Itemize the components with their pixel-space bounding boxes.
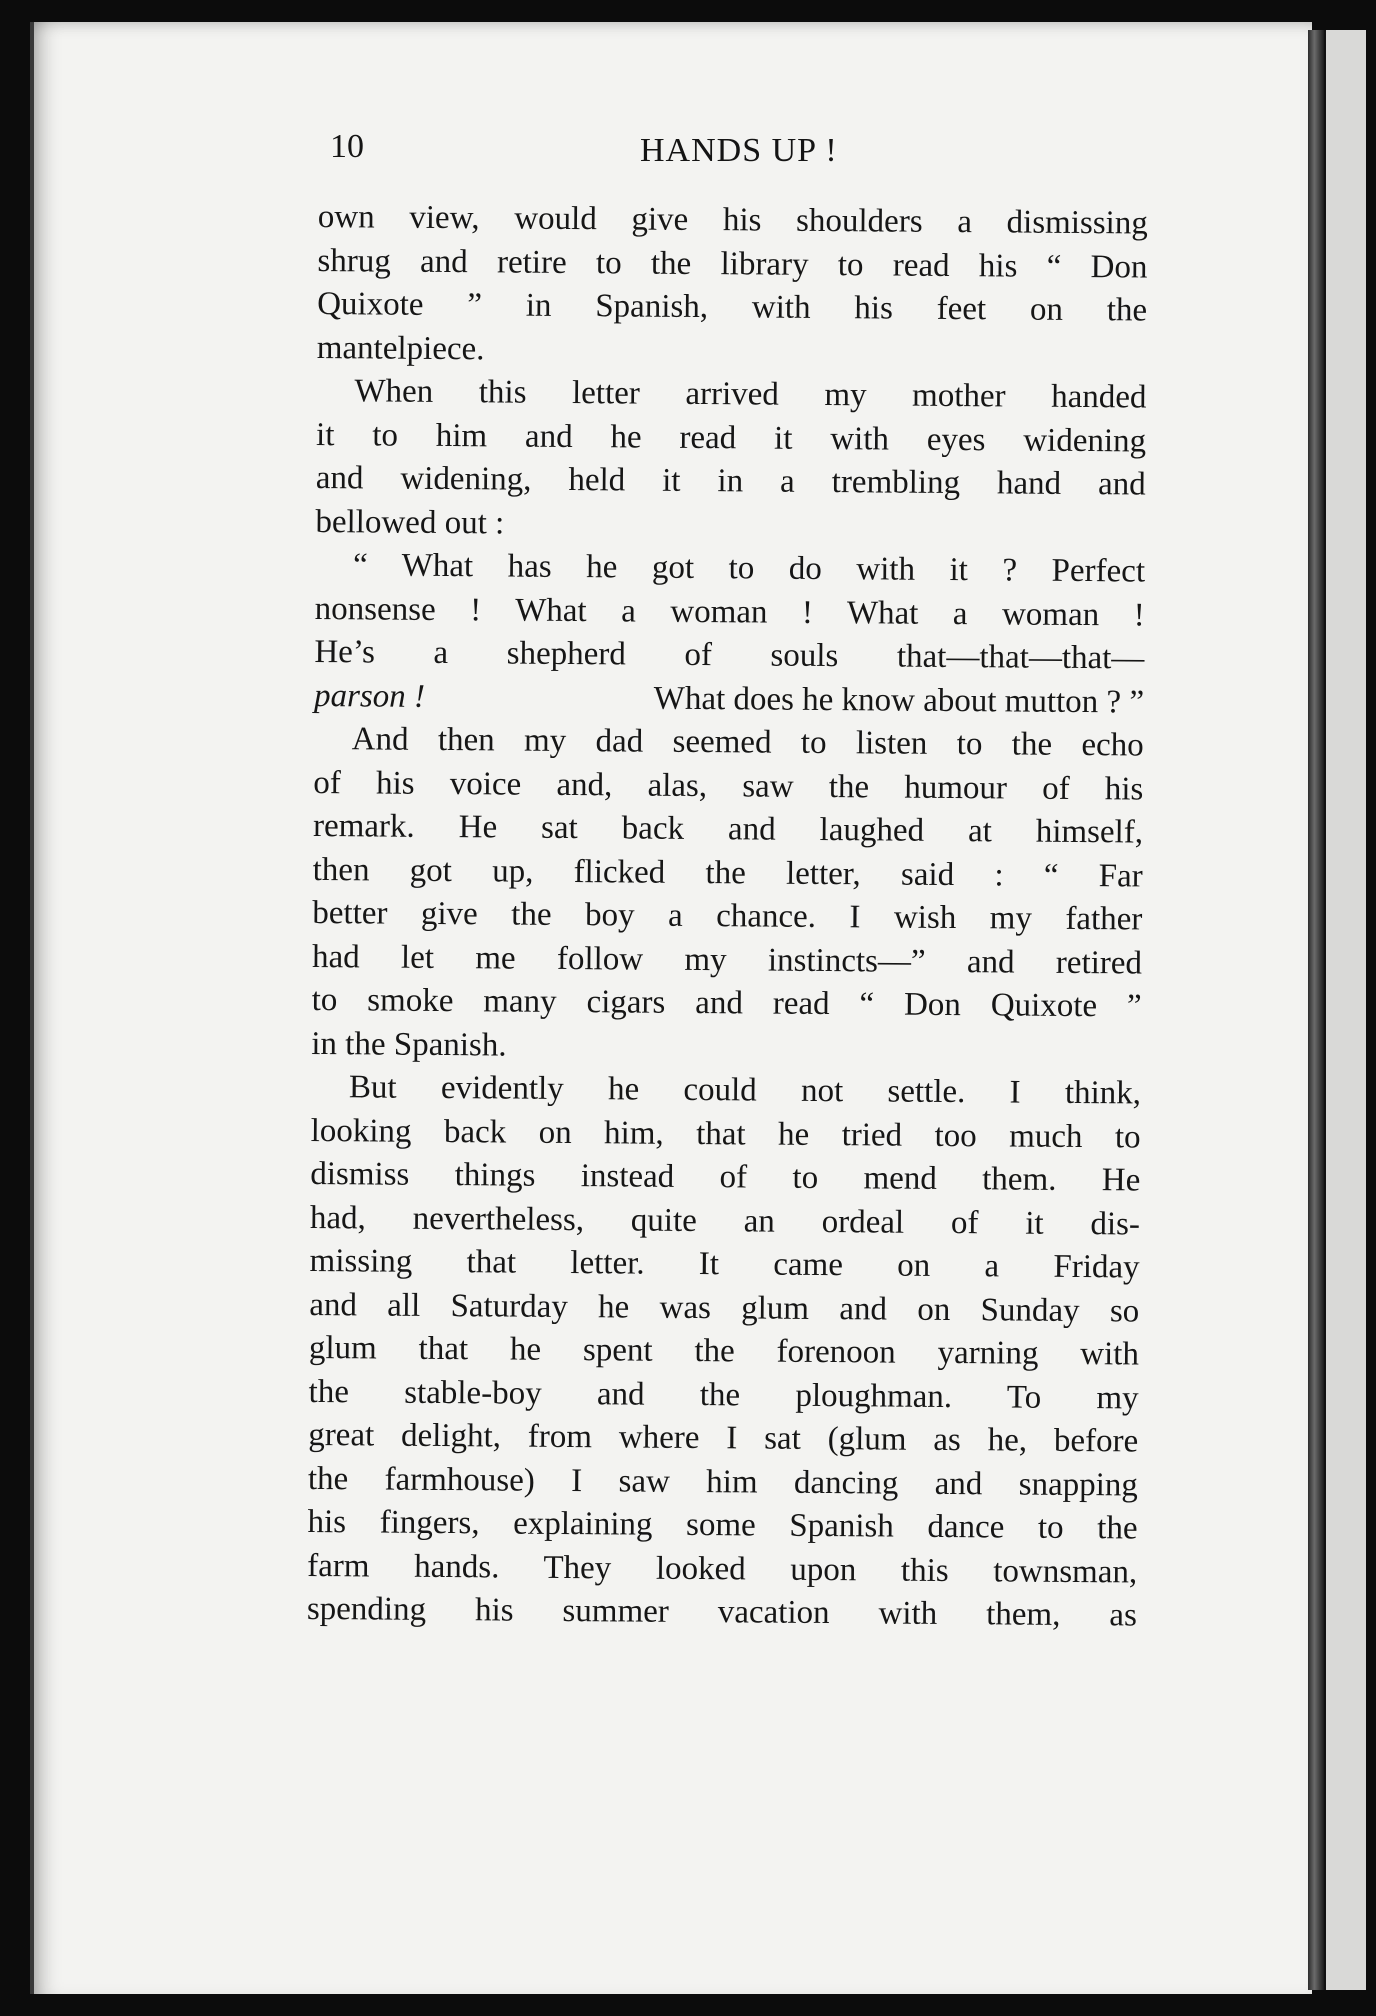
text-line: better give the boy a chance. I wish my father [312, 894, 1143, 938]
text-line: spending his summer vacation with them, as [306, 1590, 1138, 1634]
text-line: the stable-boy and the ploughman. To my [308, 1373, 1139, 1416]
text-line: the farmhouse) I saw him dancing and snapping [307, 1460, 1139, 1503]
text-line: own view, would give his shoulders a dismissing [317, 198, 1148, 242]
paragraph [315, 370, 1146, 551]
page-number: 10 [330, 128, 364, 165]
paragraph [317, 196, 1148, 377]
text-line: great delight, from where I sat (glum as he, before [308, 1416, 1139, 1460]
text-line: and widening, held it in a trembling hand and [315, 459, 1146, 503]
paragraph [314, 544, 1145, 725]
text-line: remark. He sat back and laughed at himself, [312, 807, 1144, 851]
running-head [330, 128, 1160, 178]
text-line: When this letter arrived my mother handed [354, 373, 1147, 416]
text-line: looking back on him, that he tried too much to [310, 1112, 1141, 1155]
text-line: And then my dad seemed to listen to the echo [351, 721, 1144, 764]
text-line [314, 674, 1144, 724]
text-line: But evidently he could not settle. I think, [348, 1069, 1142, 1112]
text-line: bellowed out : [315, 503, 505, 541]
text-line: nonsense ! What a woman ! What a woman ! [314, 590, 1145, 634]
text-line: “ What has he got to do with it ? Perfect [352, 547, 1146, 590]
text-line: had, nevertheless, quite an ordeal of it dis- [309, 1199, 1141, 1242]
page-gutter-shadow [1308, 30, 1324, 1990]
paragraph [307, 1066, 1141, 1638]
text-line: had let me follow my instincts—” and retired [311, 938, 1143, 981]
text-line: his fingers, explaining some Spanish dance to the [307, 1503, 1138, 1547]
text-line: then got up, flicked the letter, said : “ Far [312, 851, 1143, 894]
text-line: in the Spanish. [311, 1025, 507, 1064]
text-line: it to him and he read it with eyes widening [315, 416, 1147, 460]
text-line: Quixote ” in Spanish, with his feet on the [317, 285, 1148, 329]
text-line: shrug and retire to the library to read his “ Don [317, 242, 1148, 286]
text-line: dismiss things instead of to mend them. He [310, 1155, 1141, 1199]
body-text [307, 196, 1148, 1638]
text-span: What does he know about mutton ? ” [645, 680, 1145, 721]
facing-page-edge [1324, 30, 1366, 1990]
text-line: missing that letter. It came on a Friday [309, 1242, 1140, 1286]
running-title: HANDS UP ! [640, 132, 838, 169]
text-line: of his voice and, alas, saw the humour of his [313, 764, 1144, 808]
italic-text: parson ! [313, 677, 426, 715]
text-line: glum that he spent the forenoon yarning with [308, 1329, 1140, 1373]
paragraph [311, 718, 1144, 1073]
text-line: and all Saturday he was glum and on Sunday so [309, 1286, 1140, 1329]
text-line: mantelpiece. [316, 329, 485, 367]
text-line: He’s a shepherd of souls that—that—that— [314, 633, 1145, 677]
text-line: farm hands. They looked upon this townsman, [307, 1547, 1138, 1590]
text-line: to smoke many cigars and read “ Don Quixote ” [311, 981, 1142, 1025]
